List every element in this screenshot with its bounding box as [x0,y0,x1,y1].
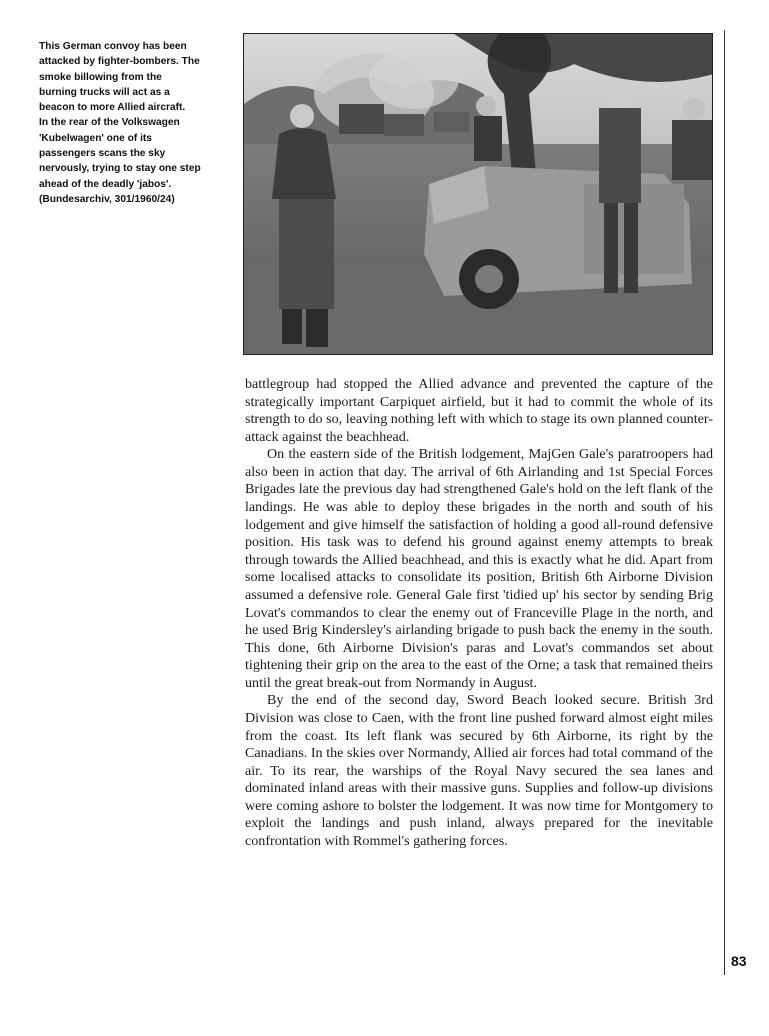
page-number: 83 [731,953,747,969]
caption-line: In the rear of the Volkswagen [39,117,180,129]
article-body [245,376,713,851]
body-paragraph: battlegroup had stopped the Allied advance and prevented the capture of the strategically important Carpiquet airfield, but it had to commit the whole of its strength to do so, leaving nothing left with which to stage its own planned counter-attack against the beachhead. [245,376,713,445]
caption-line: burning trucks will act as a [39,86,170,98]
body-paragraph: By the end of the second day, Sword Beach looked secure. British 3rd Division was close to Caen, with the front line pushed forward almost eight miles from the coast. Its left flank was secured by 6th Airborne, its right by the Canadians. In the skies over Normandy, Allied air forces had total command of the air. To its rear, the warships of the Royal Navy secured the sea lanes and dominated inland areas with their massive guns. Supplies and follow-up divisions were coming ashore to bolster the lodgement. It was now time for Montgomery to exploit the landings and push inland, always prepared for the inevitable confrontation with Rommel's gathering forces. [245,692,713,850]
caption-line: nervously, trying to stay one step [39,163,201,175]
margin-rule [724,30,725,975]
convoy-photograph [243,33,713,355]
caption-credit: (Bundesarchiv, 301/1960/24) [39,193,175,205]
photo-caption [39,39,229,207]
caption-line: attacked by fighter-bombers. The [39,56,200,68]
caption-line: smoke billowing from the [39,71,162,83]
caption-line: beacon to more Allied aircraft. [39,102,186,114]
caption-line: 'Kubelwagen' one of its [39,132,152,144]
photo-illustration [244,34,712,354]
caption-line: passengers scans the sky [39,148,166,160]
body-paragraph: On the eastern side of the British lodgement, MajGen Gale's paratroopers had also been in action that day. The arrival of 6th Airlanding and 1st Special Forces Brigades late the previous day had strengthened Gale's hold on the left flank of the landings. He was able to deploy these brigades in the north and south of his lodgement and give himself the satisfaction of holding a good all-round defensive position. His task was to defend his ground against enemy attempts to break through towards the Allied beachhead, and this is exactly what he did. Apart from some localised attacks to consolidate its position, British 6th Airborne Division assumed a defensive role. General Gale first 'tidied up' his sector by sending Brig Lovat's commandos to clear the enemy out of Franceville Plage in the north, and he used Brig Kindersley's airlanding brigade to push back the enemy in the south. This done, 6th Airborne Division's paras and Lovat's commandos set about tightening their grip on the area to the east of the Orne; a task that remained theirs until the great break-out from Normandy in August. [245,446,713,691]
caption-line: ahead of the deadly 'jabos'. [39,178,172,190]
caption-line: This German convoy has been [39,41,187,52]
